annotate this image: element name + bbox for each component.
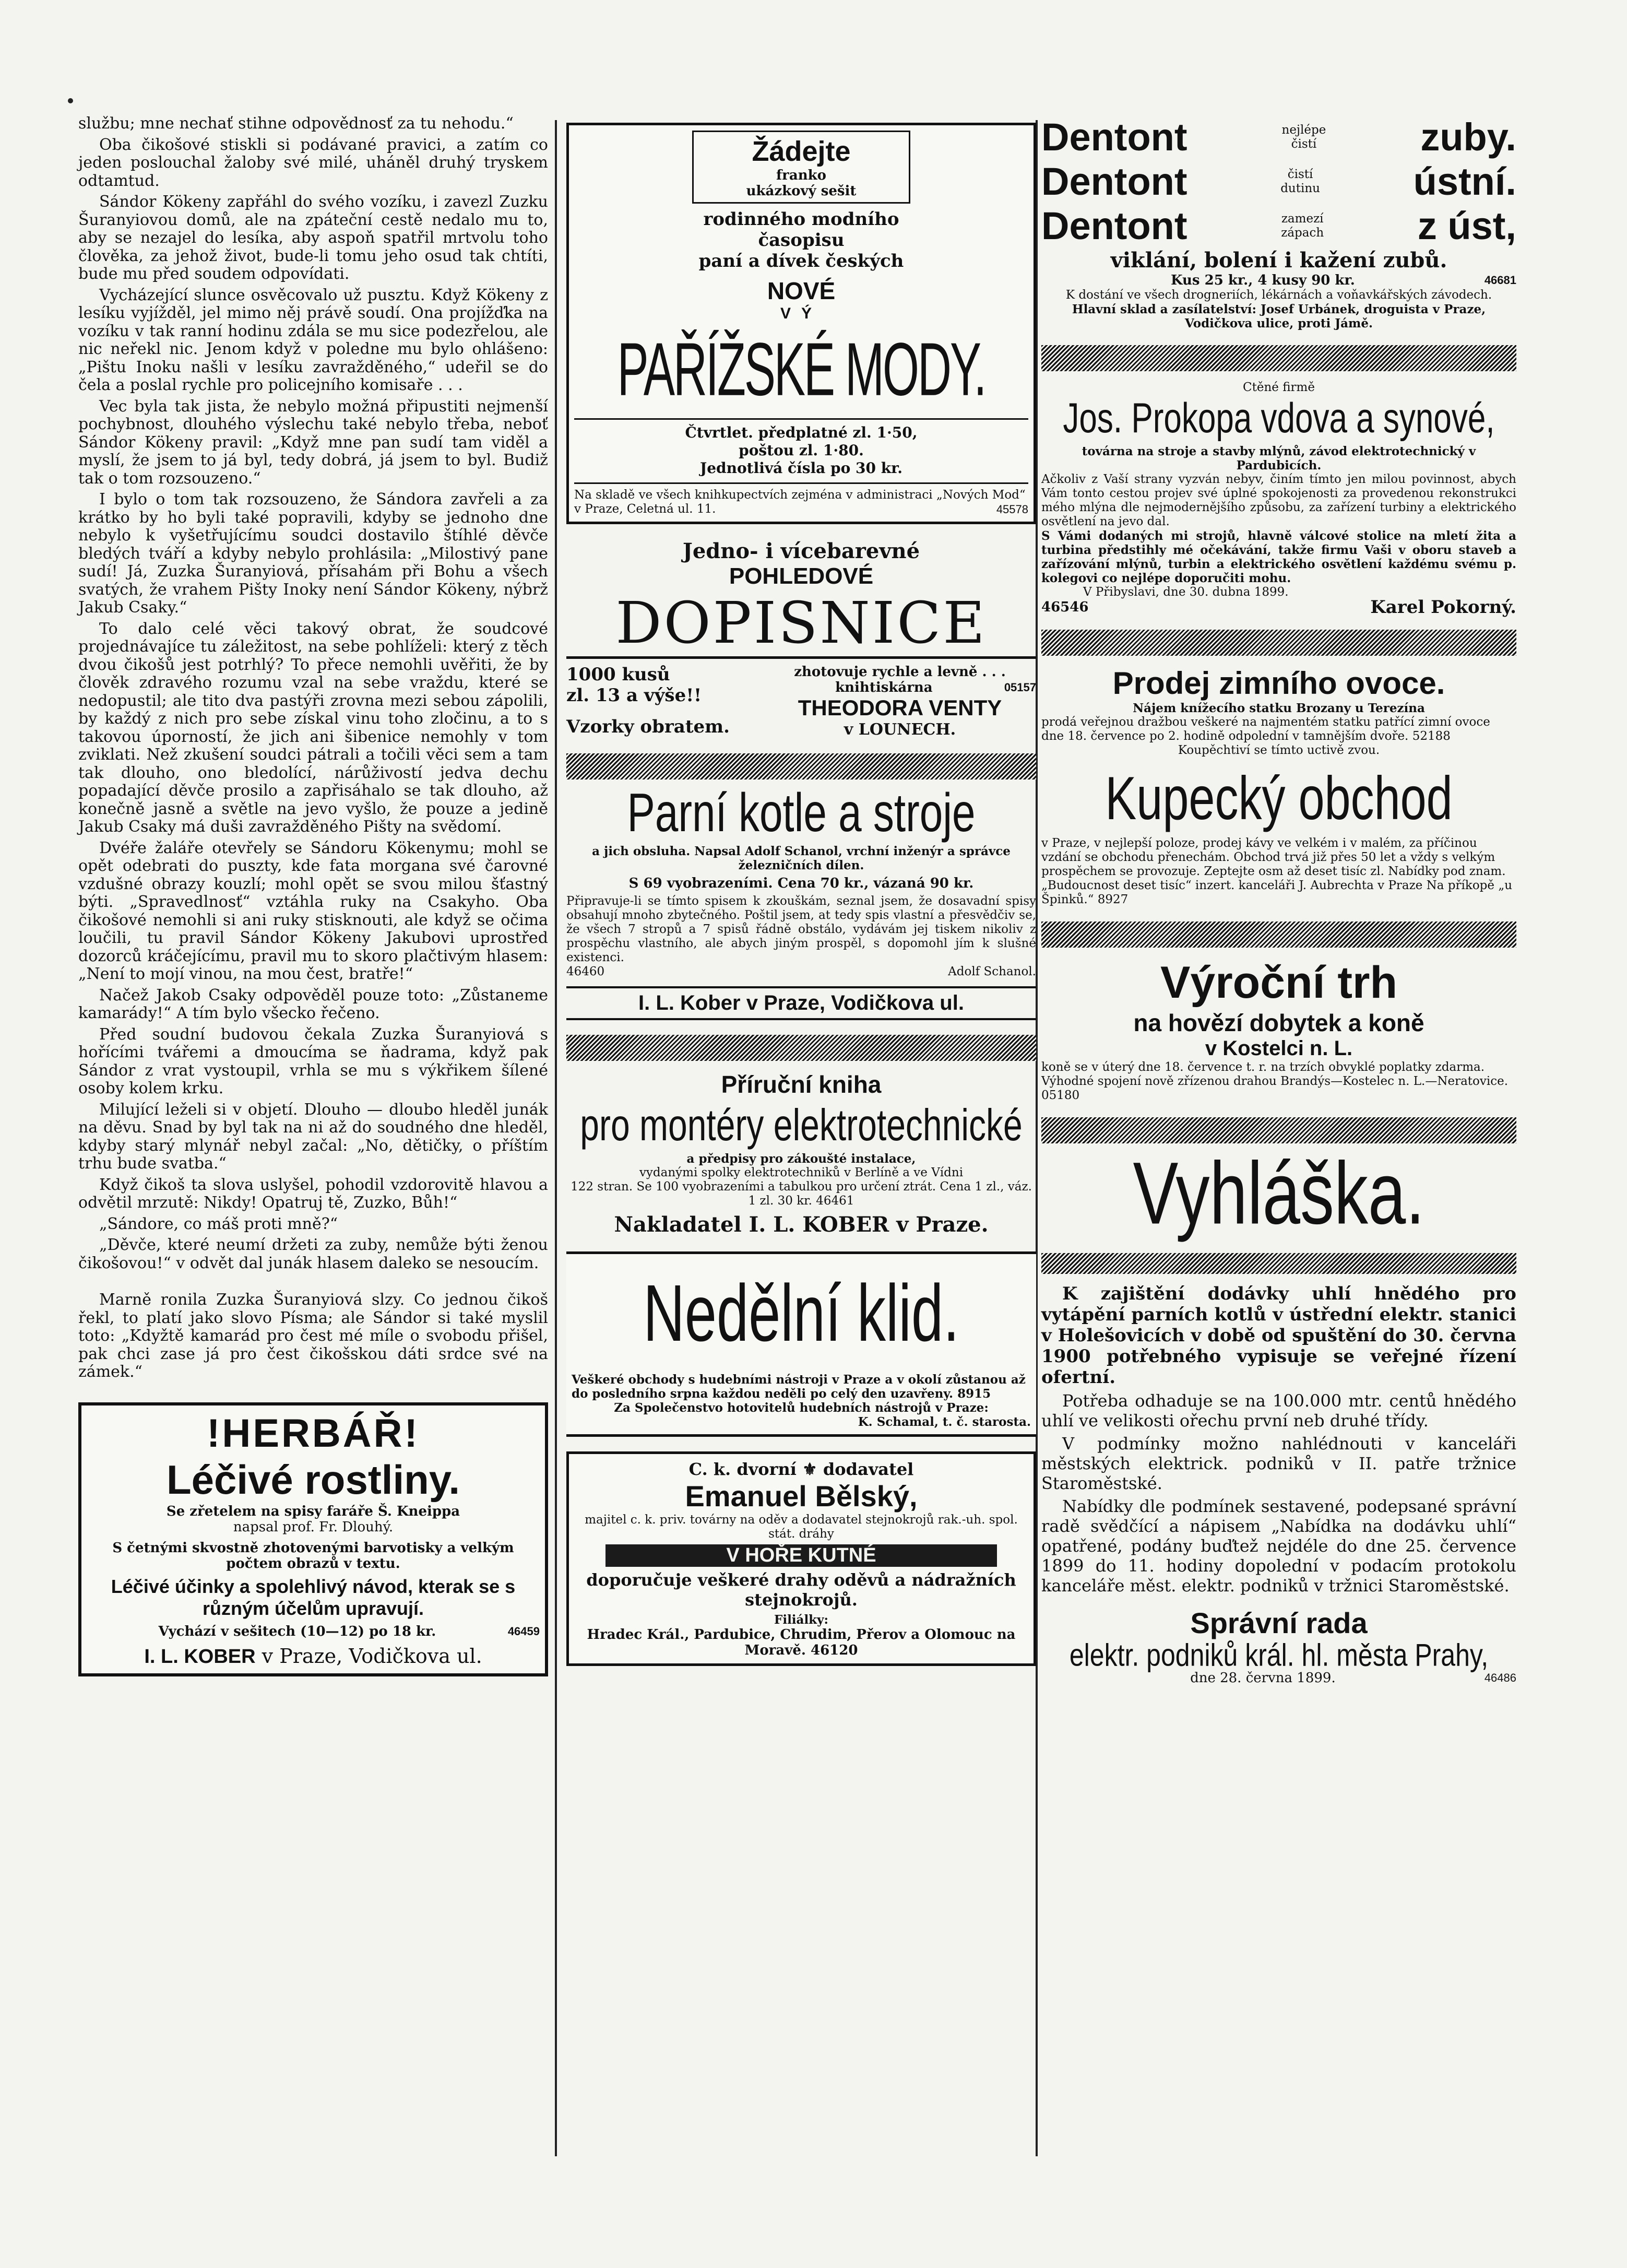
prokop-title: Jos. Prokopa vdova a synové, bbox=[1063, 395, 1495, 442]
dentont-small-b: zápach bbox=[1281, 226, 1324, 240]
magazine-line: časopisu bbox=[758, 230, 845, 251]
prirucni-subtitle: pro montéry elektrotechnické bbox=[580, 1099, 1023, 1150]
vyrocni-place: v Kostelci n. L. bbox=[1205, 1037, 1353, 1060]
dopisnice-firm: THEODORA VENTY bbox=[798, 695, 1002, 720]
nedelni-title: Nedělní klid. bbox=[643, 1268, 959, 1359]
ornament-band bbox=[1041, 630, 1516, 656]
dentont-small-a: nejlépe bbox=[1281, 123, 1326, 137]
belsky-name: Emanuel Bělský, bbox=[685, 1480, 918, 1513]
vyhlaska-date-text: dne 28. června 1899. bbox=[1190, 1670, 1336, 1686]
dopisnice-desc: zhotovuje rychle a levně . . . bbox=[794, 664, 1006, 680]
vyhlaska-para: Nabídky dle podmínek sestavené, podepsané správní radě svědčící a nápisem „Nabídka na dodávku uhlí“ opatřené, podány buďtež nejdéle do dne 25. července 1899 do 11. hodiny dopolední v podacím protokolu kanceláře měst. elektr. podniků v tržnici Staroměstské. bbox=[1041, 1496, 1516, 1596]
zadejte-title: Žádejte bbox=[752, 136, 851, 167]
belsky-line: majitel c. k. priv. továrny na oděv a dodavatel stejnokrojů rak.-uh. spol. stát. dráhy bbox=[585, 1513, 1018, 1541]
dentont-line: viklání, bolení i kažení zubů. bbox=[1110, 248, 1447, 273]
story-paragraph: Oba čikošové stiskli si podávané pravici, a zatím co jeden poslouchal žaloby své milé, uháněl druhý tryskem odtamtud. bbox=[78, 135, 548, 190]
dopisnice-top: Jedno- i vícebarevné bbox=[682, 539, 920, 563]
story-paragraph: službu; mne nechať stihne odpovědnosť za tu nehodu.“ bbox=[78, 114, 514, 133]
belsky-head-left: C. k. dvorní bbox=[688, 1459, 797, 1479]
price-line: Jednotlivá čísla po 30 kr. bbox=[699, 459, 903, 477]
ad-nedelni bbox=[566, 1251, 1036, 1437]
vy-label: VÝ bbox=[780, 305, 823, 322]
dentont-word: Dentont bbox=[1041, 115, 1187, 159]
dopisnice-left bbox=[566, 664, 754, 739]
dopisnice-town: v LOUNECH. bbox=[844, 720, 956, 739]
ad-number: 45578 bbox=[996, 503, 1028, 516]
ad-herbar bbox=[78, 1402, 548, 1676]
story-paragraph: I bylo o tom tak rozsouzeno, že Sándora zavřeli a za krátko by ho byli také popravili, kdyby se jednoho dne nebylo k vyšetřujícímu soudci dostavilo štíhlé děvče bledých tváří a kdyby nebylo prohlásila: „Milostivý pane sudí! Já, Zuzka Šuranyiová, přísahám při Bohu a všech svatých, že vrahem Pišty Inoky není Sándor Kökeny, nýbrž Jakub Csaky.“ bbox=[78, 490, 548, 617]
paris-price bbox=[574, 418, 1028, 477]
eagle-icon: ⚜ bbox=[802, 1459, 817, 1479]
publisher-name: I. L. KOBER bbox=[144, 1645, 256, 1668]
dopisnice-samples: Vzorky obratem. bbox=[566, 716, 730, 737]
vyhlaska-sign1: Správní rada bbox=[1190, 1607, 1368, 1639]
ovoce-body: prodá veřejnou dražbou veškeré na najmentém statku patřící zimní ovoce dne 18. července po 2. hodině odpolední v tamnějším dvoře. bbox=[1041, 715, 1490, 743]
nove-label: NOVÉ bbox=[767, 277, 836, 304]
prokop-date: V Přibyslavi, dne 30. dubna 1899. bbox=[1083, 585, 1289, 599]
prokop-text: Ačkoliv z Vaší strany vyzván nebyv, činím tímto jen milou povinnost, abych Vám tonto cestou projev své úplné spokojenosti za provedenou rekonstrukci mého mlýna dle nejmodernějšího způsobu, za zařízení turbiny a elektrického osvětlení na jevo dal. bbox=[1041, 473, 1516, 528]
dentont-line bbox=[1041, 273, 1516, 288]
kupecky-body: v Praze, v nejlepší poloze, prodej kávy ve velkém i v malém, za příčinou vzdání se obchodu přenechám. Obchod trvá již přes 50 let a vždy s velkým prospěchem se provozuje. Zeptejte osm až deset tisíc zl. Nabídky pod znam. „Budoucnost deset tisíc“ inzert. kanceláři J. Aubrechta v Praze Na příkopě „u Špinků.“ bbox=[1041, 836, 1513, 906]
dopisnice-right bbox=[764, 664, 1036, 739]
story-paragraph: „Děvče, které neumí držeti za zuby, nemůže býti ženou čikošovou!“ v odvět dal junák hlasem daleko se nesoucím. bbox=[78, 1236, 548, 1272]
story-paragraph: Dvéře žaláře otevřely se Sándoru Kökenymu; mohl se opět odebrati do puszty, kde fata morgana své čarovné vzdušné obrazy kouzlí; mohl opět se svou milou šťastný býti. „Spravedlnosť“ vztáhla ruky na Csakyho. Oba čikošové nemohli si ani ruky stisknouti, ale když se očima loučili, tu pravil Sándor Kökeny Jakubovi uprostřed dozorců kráčejícímu, pravil mu to skoro plačtivým hlasem: „Není to mojí vinou, na mou čest, bratře!“ bbox=[78, 838, 548, 983]
dentont-small-b: čistí bbox=[1291, 137, 1317, 151]
publisher-address: v Praze, Vodičkova ul. bbox=[262, 1644, 482, 1668]
ad-number: 8915 bbox=[957, 1387, 991, 1401]
story-paragraph: Sándor Kökeny zapřáhl do svého vozíku, i zavezl Zuzku Šuranyiovou domů, ale na zpáteční cestě nedalo mu to, aby se nezajel do lesíka, aby aspoň spatřil mrtvolu toho člověka, za jehož život, bude-li tomu jeho osud tak chtíti, bude mu před soudem odpovídati. bbox=[78, 193, 548, 283]
column-story bbox=[78, 115, 548, 1691]
kotle-sign bbox=[566, 965, 1036, 979]
story-paragraph: To dalo celé věci takový obrat, že soudcové projednávajíce tu záležitost, na sebe pohlíželi: který z těch dvou čikošů jest potrhlý? To přece nemohli uvěřiti, že by člověk zdravého rozumu vzal na sebe vraždu, které se nedopustil; ale tito dva pastýři zrovna mezi sebou zápolili, by každý z nich pro sebe získal vinu toho zločinu, a to s takovou úporností, že jich ani šibenice nemohly v tom zviklati. Než zkušení soudci pátrali a točili věci sem a tam tak dlouho, ono bledolící, nárůživostí jedva dechu popadající děvče prosilo a zapřisáhalo se tak dlouho, až konečně jasně a světle na jevo vyšlo, že pouze a jedině Jakub Csaky má duši zavražděného Pišty na svědomí. bbox=[78, 619, 548, 836]
dopisnice-desc bbox=[764, 680, 1036, 695]
ad-number: 46681 bbox=[1484, 274, 1516, 287]
ad-number: 46486 bbox=[1484, 1671, 1516, 1684]
dentont-effect: zuby. bbox=[1420, 115, 1516, 159]
ad-number: 52188 bbox=[1412, 729, 1451, 743]
page-dot bbox=[68, 98, 73, 103]
kotle-signature: Adolf Schanol. bbox=[948, 965, 1036, 978]
dentont-effect: ústní. bbox=[1413, 160, 1516, 203]
kotle-price: S 69 vyobrazeními. Cena 70 kr., vázaná 90 kr. bbox=[628, 876, 974, 891]
paris-stock bbox=[574, 482, 1028, 516]
story-paragraph: Marně ronila Zuzka Šuranyiová slzy. Co jednou čikoš řekl, to platí jako slovo Písma; ale Sándor si také myslil toto: „Kdyžtě kamarád pro čest mé míle o svobodu přišel, pak chci zase já pro čest čikošskou dáti srdce své na zámek.“ bbox=[78, 1291, 548, 1381]
paris-title: PAŘÍŽSKÉ MODY. bbox=[617, 328, 985, 412]
vyrocni-subtitle: na hovězí dobytek a koně bbox=[1133, 1009, 1424, 1036]
belsky-filialky: Filiálky: bbox=[774, 1613, 828, 1627]
story-paragraph: Milující leželi si v objetí. Dlouho — dloubo hleděl junák na děvu. Snad by byl tak na ni až do soudného dne hleděl, kdyby starý mlynář nebyl začal: „No, dětičky, o příštím trhu bude svatba.“ bbox=[78, 1100, 548, 1173]
ad-vyhlaska bbox=[1041, 1143, 1516, 1686]
vyrocni-body: koně se v úterý dne 18. července t. r. na trzích obvyklé poplatky zdarma. Výhodné spojení nově zřízenou drahou Brandýs—Kostelec n. L.—Neratovice. bbox=[1041, 1060, 1509, 1088]
ovoce-line: Koupěchtiví se tímto uctivě zvou. bbox=[1178, 743, 1380, 757]
dentont-small bbox=[1281, 212, 1324, 240]
ad-kupecky bbox=[1041, 764, 1516, 907]
story-paragraph: Vec byla tak jista, že nebylo možná připustiti nejmenší pochybnost, dlouhého výslechu také nebylo třeba, neboť Sándor Kökeny pravil: „Když mne pan sudí tam viděl a myslí, že jsem to já byl, tedy dobrá, já jsem to byl. Budiž tak o tom rozsouzeno.“ bbox=[78, 397, 548, 488]
ad-prokop bbox=[1041, 381, 1516, 618]
ad-number: 46120 bbox=[810, 1643, 858, 1658]
dentont-word: Dentont bbox=[1041, 204, 1187, 247]
ornament-band bbox=[1041, 345, 1516, 371]
column-ads-right bbox=[1041, 115, 1516, 1700]
herbar-title: !HERBÁŘ! bbox=[207, 1411, 420, 1456]
herbar-price: Vychází v sešitech (10—12) po 18 kr. bbox=[158, 1623, 436, 1639]
nedelni-assoc: Za Společenstvo hotovitelů hudebních nástrojů v Praze: bbox=[614, 1401, 989, 1415]
ad-number: 46546 bbox=[1041, 599, 1089, 615]
ad-ovoce bbox=[1041, 665, 1516, 758]
dentont-effect: z úst, bbox=[1417, 204, 1516, 247]
ad-pariske-mody bbox=[566, 123, 1036, 524]
dentont-small bbox=[1280, 168, 1320, 196]
ad-number: 46460 bbox=[566, 965, 605, 978]
zadejte-sub: ukázkový sešit bbox=[746, 183, 857, 199]
prirucni-title: Příruční kniha bbox=[721, 1071, 882, 1098]
prirucni-desc: 122 stran. Se 100 vyobrazeními a tabulkou pro určení ztrát. Cena 1 zl., váz. 1 zl. 30 kr. bbox=[571, 1180, 1032, 1208]
dentont-row bbox=[1041, 159, 1516, 204]
ad-number: 05180 bbox=[1041, 1089, 1080, 1102]
nedelni-sign: K. Schamal, t. č. starosta. bbox=[858, 1415, 1031, 1429]
kotle-title: Parní kotle a stroje bbox=[627, 782, 976, 843]
kotle-text: Připravuje-li se tímto spisem k zkouškám, seznal jsem, že dosavadní spisy obsahují mnoho zbytečného. Poštil jsem, at tedy spis vlastní a přesvědčiv se, že všech 7 stropů a 7 spisů řádně obstálo, vydávám jej tiskem nikoliv z prospěchu vlastního, ale abych jiným prospěl, s dopomohl jím k slušné existenci. bbox=[566, 894, 1036, 964]
dentont-small-a: zamezí bbox=[1281, 211, 1324, 226]
dopisnice-pohledove: POHLEDOVÉ bbox=[729, 563, 874, 589]
herbar-line bbox=[87, 1624, 540, 1639]
price-line: Čtvrtlet. předplatné zl. 1·50, bbox=[685, 424, 918, 441]
zadejte-block bbox=[692, 131, 910, 204]
column-ads-middle bbox=[566, 115, 1036, 1681]
prirucni-line: vydanými spolky elektrotechniků v Berlíně a ve Vídni bbox=[639, 1166, 964, 1179]
prirucni-line: a předpisy pro zákoušté instalace, bbox=[686, 1152, 916, 1166]
belsky-head bbox=[574, 1459, 1028, 1479]
dopisnice-title: DOPISNICE bbox=[566, 589, 1036, 659]
ovoce-line: Nájem knížecího statku Brozany u Terezína bbox=[1133, 701, 1425, 715]
nedelni-body: Veškeré obchody s hudebními nástroji v Praze a v okolí zůstanou až do posledního srpna každou neděli po celý den uzavřeny. bbox=[572, 1373, 1026, 1401]
ad-number: 46459 bbox=[507, 1624, 540, 1638]
column-rule bbox=[555, 120, 557, 2156]
kotle-author: a jich obsluha. Napsal Adolf Schanol, vrchní inženýr a správce železničních dílen. bbox=[592, 844, 1011, 872]
prokop-signature: Karel Pokorný. bbox=[1370, 597, 1516, 618]
vyhlaska-title: Vyhláška. bbox=[1133, 1143, 1425, 1243]
dentont-row bbox=[1041, 204, 1516, 248]
story-paragraph: „Sándore, co máš proti mně?“ bbox=[99, 1214, 338, 1233]
dentont-word: Dentont bbox=[1041, 160, 1187, 203]
story-paragraph: Před soudní budovou čekala Zuzka Šuranyiová s hořícími tvářemi a dmoucíma se ňadrama, když pak Sándor z vrat vystoupil, vrhla se mu s výkřikem šílené osoby kolem krku. bbox=[78, 1025, 548, 1097]
prirucni-publisher: Nakladatel I. L. KOBER v Praze. bbox=[614, 1212, 989, 1237]
vyrocni-text bbox=[1041, 1060, 1516, 1103]
magazine-line: paní a dívek českých bbox=[698, 251, 904, 271]
ad-number: 8927 bbox=[1097, 893, 1129, 906]
dopisnice-price: zl. 13 a výše!! bbox=[566, 685, 702, 706]
kupecky-title: Kupecký obchod bbox=[1105, 764, 1453, 833]
ad-prirucni bbox=[566, 1070, 1036, 1237]
ovoce-line bbox=[1041, 715, 1516, 743]
ad-number: 05157 bbox=[1004, 681, 1036, 694]
prokop-sub: továrna na stroje a stavby mlýnů, závod elektrotechnický v Pardubicích. bbox=[1082, 444, 1476, 473]
dentont-row bbox=[1041, 115, 1516, 159]
belsky-line: doporučuje veškeré drahy oděvů a nádražních stejnokrojů. bbox=[586, 1570, 1016, 1610]
dentont-small bbox=[1282, 123, 1326, 151]
ad-dentont bbox=[1041, 115, 1516, 330]
story-paragraph: Vycházející slunce osvěcovalo už pusztu. Když Kökeny z lesíku vyjížděl, jel mimo něj právě soudí. Ona projížďka na vozíku v tak ranní hodinu zdála se mu sice podezřelou, ale nic neřekl nic. Jenom když v poledne mu bylo ohlášeno: „Pištu Inoku našli v lesíku zavražděného,“ udeřil se do čela a poslal rychle pro policejního komisaře . . . bbox=[78, 286, 548, 394]
ornament-band bbox=[1041, 922, 1516, 948]
prokop-small: Ctěné firmě bbox=[1243, 381, 1315, 394]
vyhlaska-para: Potřeba odhaduje se na 100.000 mtr. centů hnědého uhlí ve velikosti ořechu první neb druhé třídy. bbox=[1041, 1391, 1516, 1431]
price-line: poštou zl. 1·80. bbox=[739, 442, 864, 459]
herbar-line: Léčivé účinky a spolehlivý návod, kterak se s různým účelům upravují. bbox=[111, 1575, 516, 1619]
prirucni-line bbox=[566, 1180, 1036, 1208]
ornament-band bbox=[1041, 1117, 1516, 1143]
ad-vyrocni bbox=[1041, 957, 1516, 1103]
dentont-price: Kus 25 kr., 4 kusy 90 kr. bbox=[1171, 273, 1355, 288]
dentont-line: K dostání ve všech drogneriích, lékárnách a voňavkářských závodech. bbox=[1065, 288, 1492, 302]
ornament-band bbox=[566, 753, 1036, 779]
story-text bbox=[78, 115, 548, 1381]
stock-text: Na skladě ve všech knihkupectvích zejména v administraci „Nových Mod“ v Praze, Celetná ul. 11. bbox=[574, 488, 1026, 516]
herbar-line: napsal prof. Fr. Dlouhý. bbox=[233, 1519, 394, 1535]
dentont-small-a: čistí bbox=[1287, 167, 1313, 181]
nedelni-text bbox=[572, 1373, 1031, 1401]
ad-dopisnice bbox=[566, 539, 1036, 739]
dentont-line: Hlavní sklad a zasílatelství: Josef Urbánek, droguista v Praze, Vodičkova ulice, proti Jámě. bbox=[1072, 302, 1486, 330]
vyhlaska-para: K zajištění dodávky uhlí hnědého pro vytápění parních kotlů v ústřední elektr. stanici v Holešovicích v době od spuštění do 30. června 1900 potřebného vypisuje se veřejné řízení ofertní. bbox=[1041, 1283, 1516, 1388]
herbar-line: S četnými skvostně zhotovenými barvotisky a velkým počtem obrazů v textu. bbox=[112, 1540, 514, 1572]
zadejte-sub: franko bbox=[776, 168, 826, 183]
story-paragraph: Když čikoš ta slova uslyšel, pohodil vzdorovitě hlavou a odvětil mrzutě: Nikdy! Opatruj tě, Zuzko, Bůh!“ bbox=[78, 1175, 548, 1212]
vyhlaska-sign2: elektr. podniků král. hl. města Prahy, bbox=[1069, 1637, 1489, 1673]
ad-belsky bbox=[566, 1451, 1036, 1666]
vyrocni-title: Výroční trh bbox=[1160, 958, 1397, 1008]
prokop-text: S Vámi dodaných mi strojů, hlavně válcové stolice na mletí žita a turbina předstihly mé očekávání, takže firmu Vaši v oboru staveb a zařízování mlýnů, turbin a elektrického osvětlení každému svému p. kolegovi co nejlépe doporučiti mohu. bbox=[1041, 529, 1516, 585]
zadejte-magazine bbox=[574, 209, 1028, 271]
ad-kotle bbox=[566, 782, 1036, 1020]
dopisnice-count: 1000 kusů bbox=[566, 664, 670, 685]
herbar-subtitle: Léčivé rostliny. bbox=[166, 1456, 460, 1503]
herbar-publisher bbox=[87, 1645, 540, 1668]
herbar-line: Se zřetelem na spisy faráře Š. Kneippa bbox=[166, 1503, 460, 1519]
dopisnice-printer: knihtiskárna bbox=[835, 680, 933, 695]
prokop-sign bbox=[1041, 597, 1516, 618]
dentont-small-b: dutinu bbox=[1280, 181, 1320, 195]
belsky-place: V HOŘE KUTNÉ bbox=[605, 1544, 997, 1567]
ad-number: 46461 bbox=[816, 1194, 854, 1208]
ovoce-title: Prodej zimního ovoce. bbox=[1112, 666, 1445, 701]
kotle-publisher: I. L. Kober v Praze, Vodičkova ul. bbox=[566, 986, 1036, 1020]
magazine-line: rodinného modního bbox=[703, 209, 899, 230]
vyhlaska-para: V podmínky možno nahlédnouti v kanceláři městských elektrick. podniků v II. patře tržnice Staroměstské. bbox=[1041, 1434, 1516, 1493]
ornament-band bbox=[566, 1035, 1036, 1061]
belsky-branches: Hradec Král., Pardubice, Chrudim, Přerov a Olomouc na Moravě. bbox=[587, 1627, 1016, 1658]
dopisnice-details bbox=[566, 664, 1036, 739]
belsky-head-right: dodavatel bbox=[823, 1459, 914, 1479]
belsky-line bbox=[574, 1627, 1028, 1658]
ornament-band bbox=[1041, 1253, 1516, 1274]
kupecky-text bbox=[1041, 836, 1516, 907]
story-paragraph: Načež Jakob Csaky odpověděl pouze toto: „Zůstaneme kamarády!“ A tím bylo všecko řečeno. bbox=[78, 986, 548, 1022]
